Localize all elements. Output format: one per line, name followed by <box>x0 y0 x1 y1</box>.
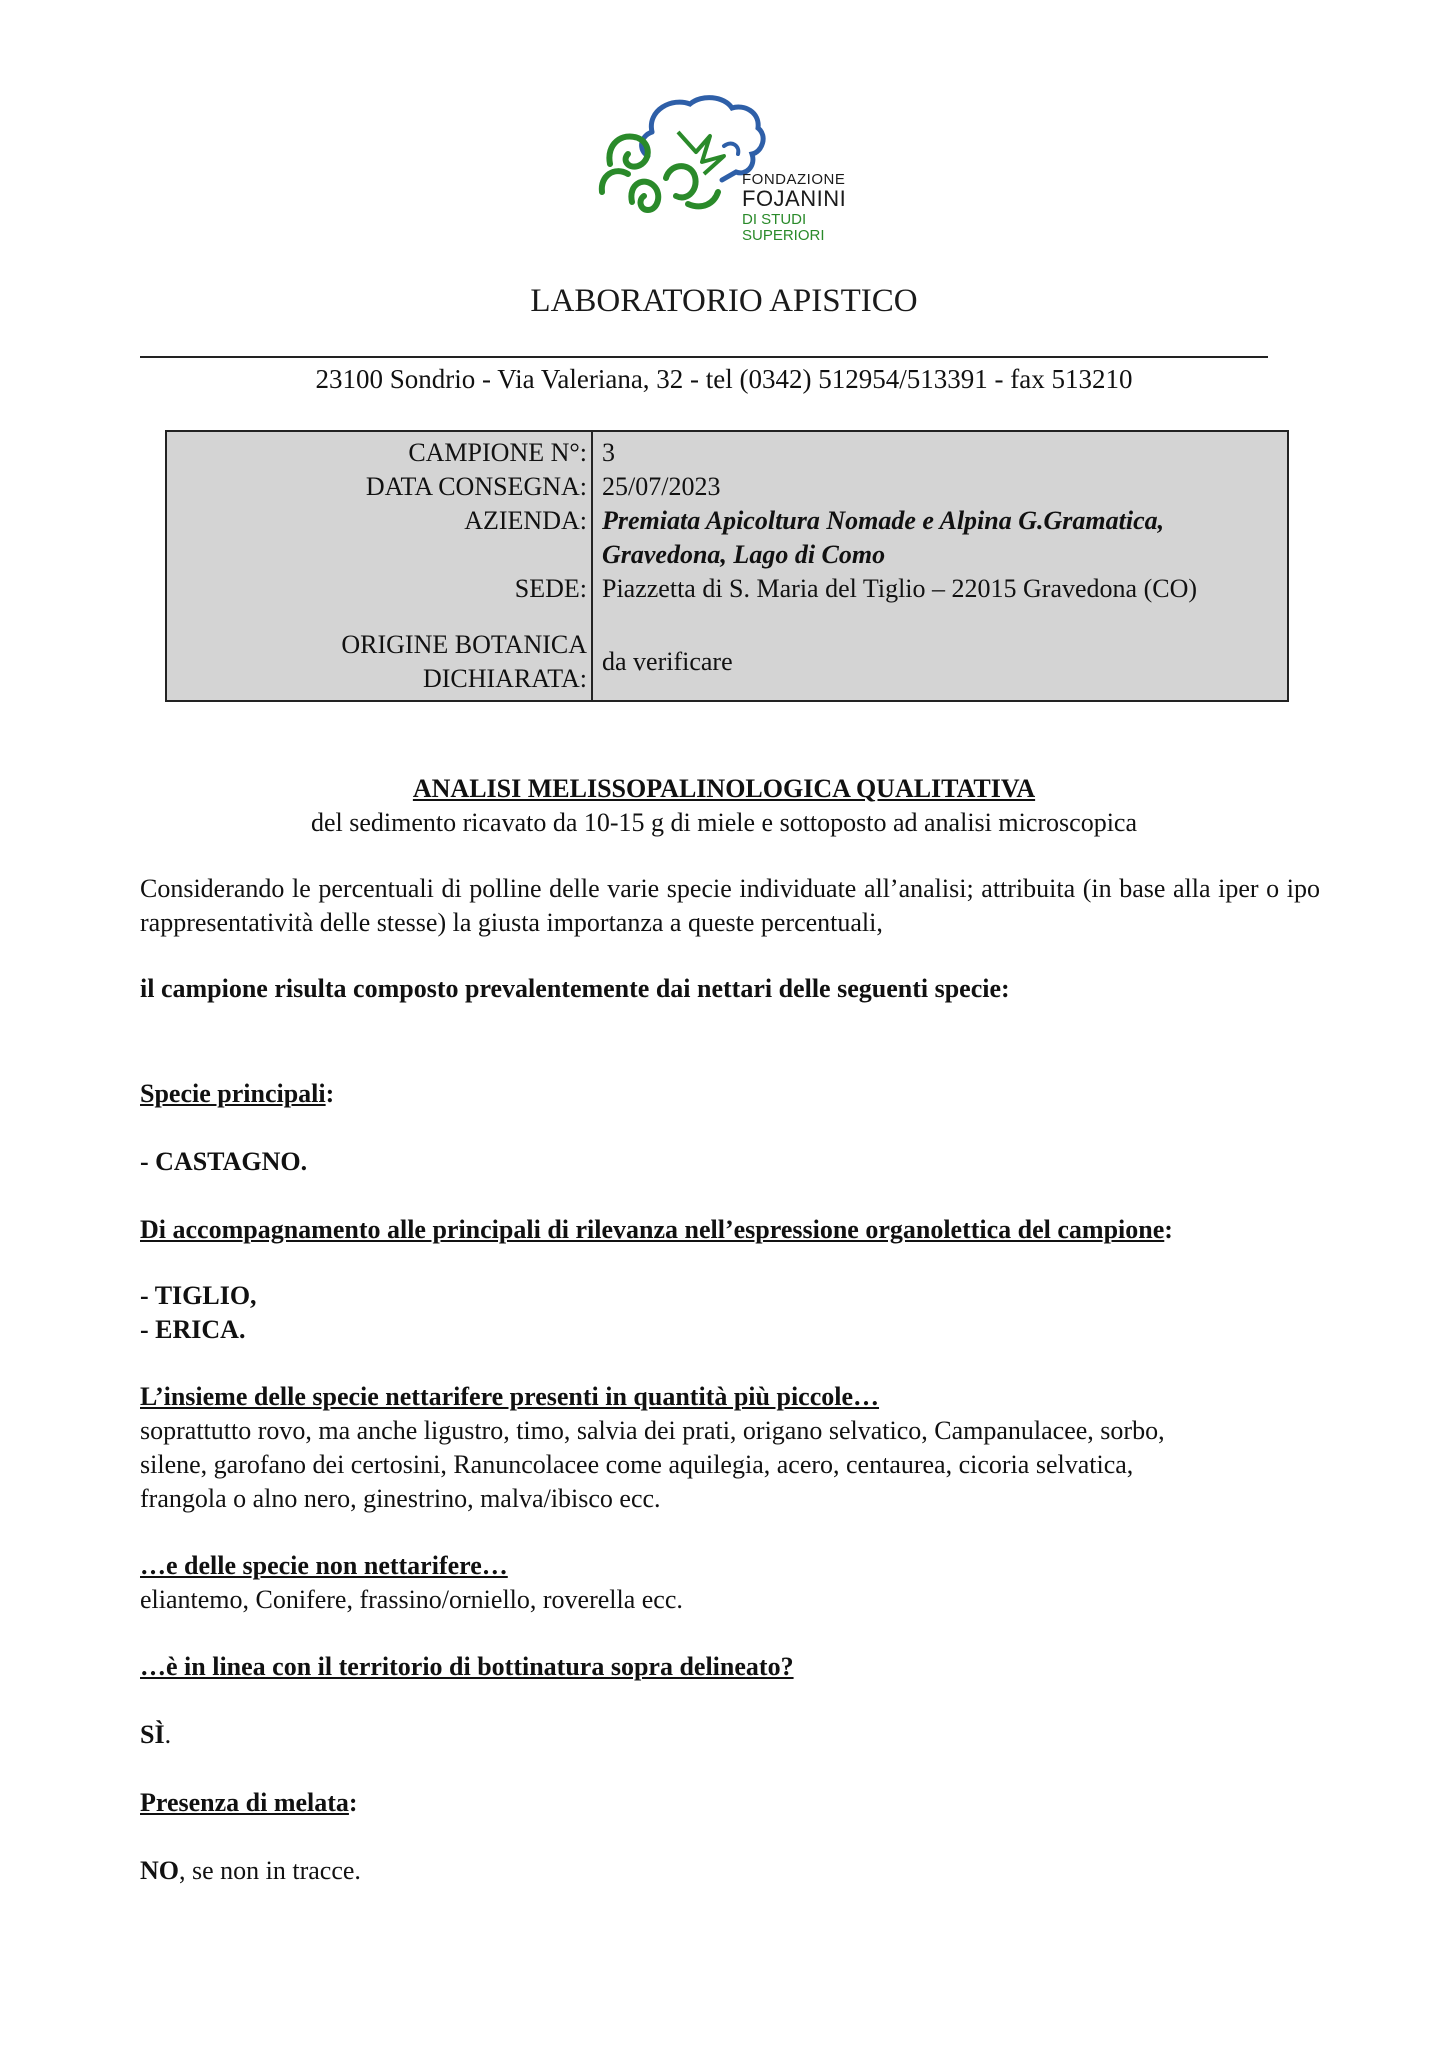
logo-line-fondazione: FONDAZIONE <box>742 171 846 188</box>
analysis-title: ANALISI MELISSOPALINOLOGICA QUALITATIVA <box>412 774 1036 803</box>
melata-answer-rest: , se non in tracce. <box>179 1856 361 1885</box>
origine-label-line2: DICHIARATA: <box>422 664 587 693</box>
logo-line-superiori: SUPERIORI <box>742 227 825 244</box>
principal-heading: Specie principali <box>140 1079 326 1108</box>
logo-text <box>742 172 846 243</box>
address-line: 23100 Sondrio - Via Valeriana, 32 - tel (0342) 512954/513391 - fax 513210 <box>315 364 1133 394</box>
origine-value: da verificare <box>602 647 733 676</box>
analysis-statement: il campione risulta composto prevalentemente dai nettari delle seguenti specie: <box>140 974 1010 1003</box>
minor-text-line-2: silene, garofano dei certosini, Ranuncolacee come aquilegia, acero, centaurea, cicoria selvatica, <box>140 1450 1134 1479</box>
accomp-item-2: - ERICA. <box>140 1315 246 1344</box>
accomp-section: Di accompagnamento alle principali di rilevanza nell’espressione organolettica del campione: <box>140 1215 1173 1244</box>
territory-answer <box>140 1718 1320 1752</box>
azienda-value-line1: Premiata Apicoltura Nomade e Alpina G.Gramatica, <box>602 506 1165 535</box>
analysis-intro: Considerando le percentuali di polline delle varie specie individuate all’analisi; attribuita (in base alla iper o ipo rappresentatività delle stesse) la giusta importanza a queste percentuali, <box>140 874 1320 937</box>
non-nectar-text: eliantemo, Conifere, frassino/orniello, roverella ecc. <box>140 1585 683 1614</box>
territory-question: …è in linea con il territorio di bottinatura sopra delineato? <box>140 1652 794 1681</box>
non-nectar-heading: …e delle specie non nettarifere… <box>140 1551 508 1580</box>
sample-info-table <box>165 430 1289 702</box>
fondazione-fojanini-logo <box>592 92 862 252</box>
minor-text-line-3: frangola o alno nero, ginestrino, malva/ibisco ecc. <box>140 1484 661 1513</box>
azienda-value-line2: Gravedona, Lago di Como <box>602 540 886 569</box>
principal-item: - CASTAGNO. <box>140 1147 308 1176</box>
melata-answer <box>140 1854 1320 1888</box>
header-divider <box>140 356 1268 358</box>
campione-label: CAMPIONE N°: <box>408 438 587 467</box>
melata-section: Presenza di melata: <box>140 1788 358 1817</box>
data-consegna-label: DATA CONSEGNA: <box>365 472 587 501</box>
origine-label-line1: ORIGINE BOTANICA <box>341 630 587 659</box>
campione-value: 3 <box>602 438 615 467</box>
principal-section: Specie principali: <box>140 1079 335 1108</box>
territory-answer-bold: SÌ <box>140 1720 165 1749</box>
analysis-subtitle: del sedimento ricavato da 10-15 g di miele e sottoposto ad analisi microscopica <box>311 808 1137 837</box>
territory-answer-rest: . <box>164 1720 172 1749</box>
table-column-divider <box>591 432 593 700</box>
sede-value: Piazzetta di S. Maria del Tiglio – 22015 Gravedona (CO) <box>602 574 1198 603</box>
logo-line-di-studi: DI STUDI <box>742 211 807 228</box>
minor-heading: L’insieme delle specie nettarifere presenti in quantità più piccole… <box>140 1382 880 1411</box>
minor-text-line-1: soprattutto rovo, ma anche ligustro, timo, salvia dei prati, origano selvatico, Campanulacee, sorbo, <box>140 1416 1165 1445</box>
accomp-heading: Di accompagnamento alle principali di rilevanza nell’espressione organolettica del campione <box>140 1215 1165 1244</box>
sede-label: SEDE: <box>514 574 587 603</box>
melata-heading: Presenza di melata <box>140 1788 349 1817</box>
azienda-label: AZIENDA: <box>464 506 587 535</box>
logo-line-fojanini: FOJANINI <box>742 186 847 211</box>
accomp-item-1: - TIGLIO, <box>140 1281 257 1310</box>
page-title: LABORATORIO APISTICO <box>530 283 918 319</box>
melata-answer-bold: NO <box>140 1856 179 1885</box>
data-consegna-value: 25/07/2023 <box>602 472 721 501</box>
